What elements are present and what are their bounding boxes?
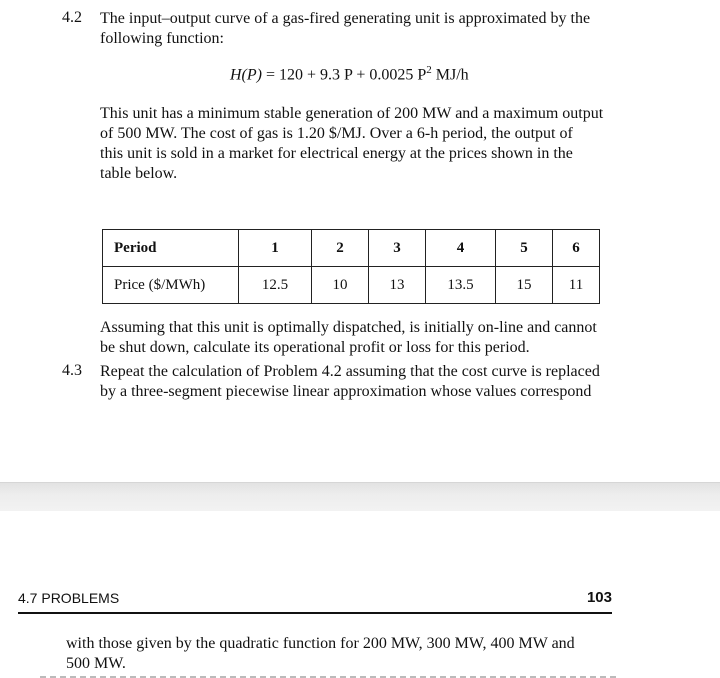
price-table	[102, 229, 600, 304]
running-header	[18, 588, 612, 614]
period-cell: 3	[369, 230, 426, 267]
period-cell: 6	[553, 230, 600, 267]
equation-lhs: H(P)	[230, 66, 262, 84]
problem-4-2-para-line-3: this unit is sold in a market for electrical energy at the prices shown in the	[100, 145, 573, 162]
period-cell: 5	[496, 230, 553, 267]
problem-4-2-para-line-4: table below.	[100, 165, 178, 182]
cut-off-text-line	[40, 674, 620, 678]
problem-4-2-intro-line-2: following function:	[100, 30, 224, 47]
problem-4-2-closing-line-1: Assuming that this unit is optimally dispatched, is initially on-line and cannot	[100, 319, 597, 336]
cost-function-equation	[230, 64, 469, 84]
problem-4-3-line-1: Repeat the calculation of Problem 4.2 assuming that the cost curve is replaced	[100, 363, 600, 380]
equation-unit: MJ/h	[431, 66, 469, 84]
table-row	[103, 267, 600, 304]
price-row-label: Price ($/MWh)	[103, 267, 239, 304]
period-cell: 2	[312, 230, 369, 267]
problem-4-2-para-line-1: This unit has a minimum stable generation of 200 MW and a maximum output	[100, 105, 604, 122]
price-cell: 12.5	[239, 267, 312, 304]
price-cell: 15	[496, 267, 553, 304]
problem-4-2-intro-line-1: The input–output curve of a gas-fired generating unit is approximated by the	[100, 10, 591, 27]
problem-4-3-line-2: by a three-segment piecewise linear approximation whose values correspond	[100, 383, 592, 400]
problem-4-3-number: 4.3	[62, 362, 82, 379]
problem-4-2-closing-line-2: be shut down, calculate its operational profit or loss for this period.	[100, 339, 530, 356]
price-cell: 10	[312, 267, 369, 304]
period-cell: 4	[426, 230, 496, 267]
equation-rhs: = 120 + 9.3 P + 0.0025 P	[261, 66, 427, 84]
problem-4-2-para-line-2: of 500 MW. The cost of gas is 1.20 $/MJ. Over a 6-h period, the output of	[100, 125, 573, 142]
period-header: Period	[103, 230, 239, 267]
page-number: 103	[586, 589, 612, 606]
table-header-row	[103, 230, 600, 267]
continuation-line-1: with those given by the quadratic function for 200 MW, 300 MW, 400 MW and	[66, 635, 575, 652]
price-cell: 13	[369, 267, 426, 304]
continuation-line-2: 500 MW.	[66, 655, 126, 672]
page-separator	[0, 482, 720, 512]
section-title: 4.7 PROBLEMS	[18, 590, 120, 606]
equation-exponent: 2	[426, 64, 432, 76]
price-cell: 13.5	[426, 267, 496, 304]
price-cell: 11	[553, 267, 600, 304]
problem-4-2-number: 4.2	[62, 9, 82, 26]
period-cell: 1	[239, 230, 312, 267]
